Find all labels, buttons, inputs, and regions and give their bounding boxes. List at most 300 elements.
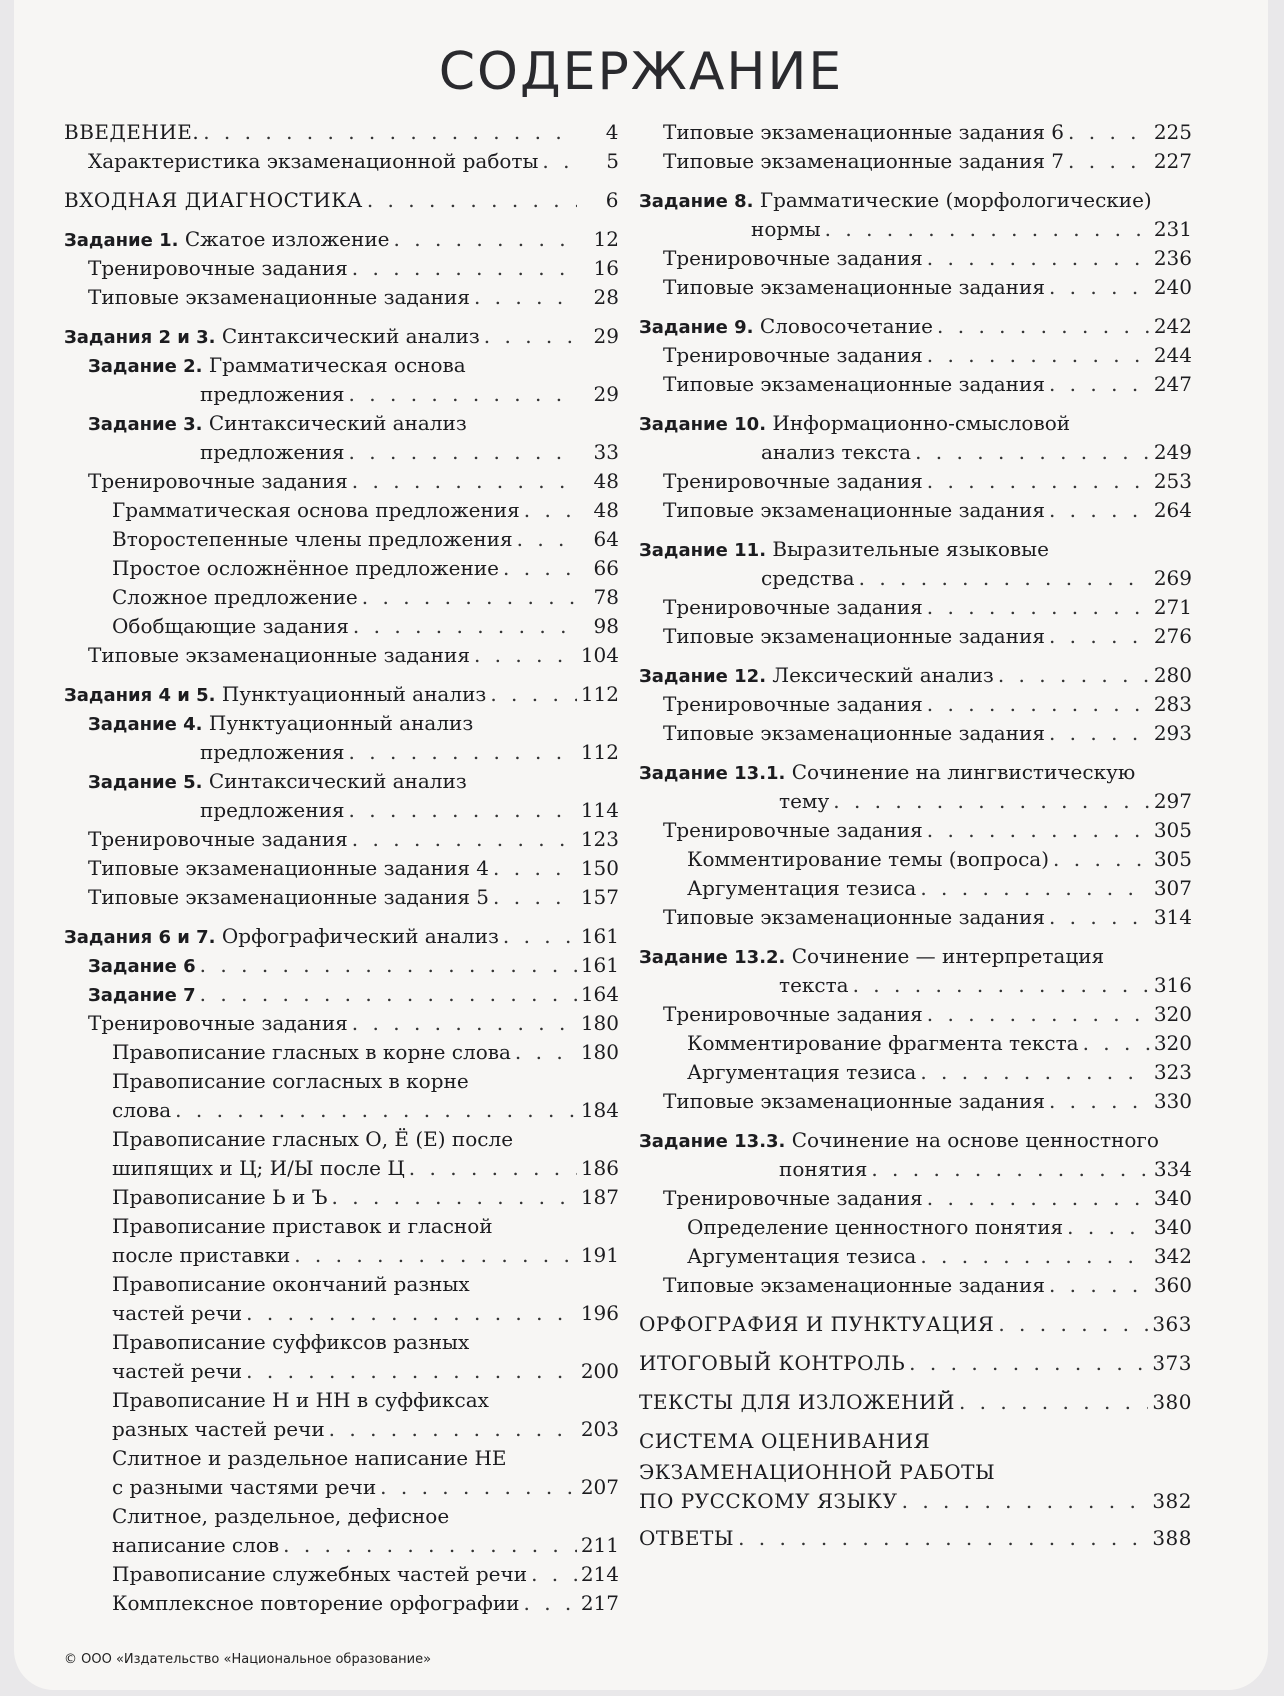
- toc-entry: [64, 1270, 619, 1328]
- toc-entry-title: [687, 1031, 1079, 1055]
- toc-entry: [639, 1242, 1192, 1271]
- toc-entry-title: [112, 1270, 619, 1301]
- task-label: Задание 7: [88, 985, 196, 1006]
- toc-entry-title-cont: средства: [761, 566, 855, 590]
- toc-entry-text: Тренировочные задания: [88, 469, 348, 493]
- leader-dots: [329, 1417, 577, 1441]
- task-label: Задание 12.: [639, 666, 767, 687]
- leader-dots: [927, 246, 1150, 270]
- toc-entry-title: [663, 343, 923, 367]
- page-number: 360: [1153, 1273, 1192, 1297]
- page-number: 363: [1152, 1312, 1192, 1336]
- toc-entry: [64, 254, 619, 283]
- page-number: 334: [1153, 1157, 1192, 1181]
- toc-entry-text: Пунктуационный анализ: [215, 682, 487, 706]
- toc-entry-title-cont: предложения: [200, 740, 345, 764]
- toc-entry-text: Типовые экзаменационные задания 7: [663, 149, 1065, 173]
- page-number: 249: [1153, 440, 1192, 464]
- page-number: 293: [1153, 721, 1192, 745]
- toc-entry-text: Тренировочные задания: [663, 469, 923, 493]
- toc-entry-title-cont: после приставки: [112, 1243, 291, 1267]
- toc-entry-text: Правописание Ь и Ъ: [112, 1185, 328, 1209]
- toc-entry-text: Пунктуационный анализ: [202, 711, 474, 735]
- toc-entry: [64, 1560, 619, 1589]
- page-number: 297: [1153, 789, 1192, 813]
- page-number: 48: [593, 469, 619, 493]
- page-number: 4: [605, 120, 619, 144]
- page-number: 98: [593, 614, 619, 638]
- leader-dots: [1049, 721, 1150, 745]
- page-number: 211: [580, 1533, 619, 1557]
- toc-entry: [64, 612, 619, 641]
- toc-entry-title: [88, 256, 348, 280]
- page-number: 320: [1153, 1031, 1192, 1055]
- toc-entry-text: ВВЕДЕНИЕ.: [64, 120, 200, 144]
- page-number: 314: [1153, 905, 1192, 929]
- page-number: 207: [580, 1475, 619, 1499]
- toc-entry: [64, 147, 619, 176]
- toc-entry-text: Тренировочные задания: [663, 1002, 923, 1026]
- toc-entry-text: Тренировочные задания: [88, 827, 348, 851]
- page-number: 320: [1153, 1002, 1192, 1026]
- toc-entry: [639, 690, 1192, 719]
- page-number: 253: [1153, 469, 1192, 493]
- leader-dots: [352, 256, 577, 280]
- toc-entry-text: Типовые экзаменационные задания 6: [663, 120, 1065, 144]
- toc-entry-title: [88, 767, 619, 798]
- leader-dots: [503, 924, 577, 948]
- toc-entry: [639, 874, 1192, 903]
- page-number: 12: [593, 227, 619, 251]
- leader-dots: [1067, 1215, 1150, 1239]
- toc-entry-text: Комментирование темы (вопроса): [687, 847, 1050, 871]
- toc-entry-text: Лексический анализ: [766, 663, 994, 687]
- toc-entry: [639, 661, 1192, 690]
- toc-entry-text: Сочинение — интерпретация: [785, 944, 1105, 968]
- toc-entry: [639, 1184, 1192, 1213]
- leader-dots: [294, 1243, 577, 1267]
- leader-dots: [380, 1475, 577, 1499]
- page-number: 112: [580, 740, 619, 764]
- page-number: 247: [1153, 372, 1192, 396]
- toc-entry-text: Орфографический анализ: [215, 924, 499, 948]
- toc-entry-text: ВХОДНАЯ ДИАГНОСТИКА: [64, 188, 363, 212]
- task-label: Задание 4.: [88, 714, 203, 735]
- toc-entry: [639, 467, 1192, 496]
- toc-entry-title-cont: слова: [112, 1098, 172, 1122]
- toc-entry-text: Грамматическая основа: [202, 353, 466, 377]
- toc-entry-text: Правописание Н и НН в суффиксах: [112, 1388, 489, 1412]
- page-number: 271: [1153, 595, 1192, 619]
- toc-entry: [64, 922, 619, 951]
- toc-entry-title: [112, 556, 499, 580]
- toc-entry-title: [88, 709, 619, 740]
- leader-dots: [1049, 624, 1150, 648]
- toc-entry-title: [663, 692, 923, 716]
- page-number: 48: [593, 498, 619, 522]
- toc-entry: [639, 535, 1192, 593]
- page-number: 307: [1153, 876, 1192, 900]
- toc-entry: [64, 951, 619, 980]
- toc-entry-title: [639, 186, 1192, 217]
- toc-entry-text: Типовые экзаменационные задания 4: [88, 856, 490, 880]
- page-number: 66: [593, 556, 619, 580]
- task-label: Задание 11.: [639, 540, 767, 561]
- toc-entry: [64, 1038, 619, 1067]
- toc-entry-text: Типовые экзаменационные задания 5: [88, 885, 490, 909]
- page-number: 29: [593, 382, 619, 406]
- leader-dots: [998, 663, 1150, 687]
- leader-dots: [853, 973, 1150, 997]
- toc-entry-title: [88, 1011, 348, 1035]
- toc-entry: [639, 1388, 1192, 1417]
- toc-entry: [64, 1589, 619, 1618]
- toc-left-column: [64, 118, 619, 1618]
- toc-entry: [639, 496, 1192, 525]
- toc-entry-title: [88, 885, 489, 909]
- leader-dots: [959, 1390, 1148, 1414]
- toc-entry-title: [663, 1186, 923, 1210]
- toc-entry: [64, 1009, 619, 1038]
- toc-entry: [64, 1444, 619, 1502]
- toc-entry: [639, 341, 1192, 370]
- task-label: Задание 13.3.: [639, 1131, 786, 1152]
- toc-entry-title: [687, 847, 1049, 871]
- toc-entry-title: [64, 120, 199, 144]
- toc-entry-title: [64, 924, 499, 948]
- page-number: 200: [580, 1359, 619, 1383]
- page-number: 78: [593, 585, 619, 609]
- leader-dots: [352, 1011, 577, 1035]
- leader-dots: [349, 798, 577, 822]
- toc-entry-title: [663, 595, 923, 619]
- toc-entry-title: [663, 818, 923, 842]
- toc-entry-text: Типовые экзаменационные задания: [663, 624, 1045, 648]
- toc-entry: [639, 1271, 1192, 1300]
- toc-entry-title-cont: ПО РУССКОМУ ЯЗЫКУ: [639, 1489, 898, 1513]
- toc-entry-text: Простое осложнённое предложение: [112, 556, 499, 580]
- toc-entry-title-cont: частей речи: [112, 1301, 243, 1325]
- leader-dots: [859, 566, 1150, 590]
- leader-dots: [738, 1526, 1148, 1550]
- toc-entry: [639, 118, 1192, 147]
- leader-dots: [349, 740, 577, 764]
- page-number: 123: [580, 827, 619, 851]
- leader-dots: [493, 856, 577, 880]
- toc-entry-title-cont: написание слов: [112, 1533, 280, 1557]
- toc-entry: [639, 273, 1192, 302]
- page-number: 112: [580, 682, 619, 706]
- page-number: 380: [1152, 1390, 1192, 1414]
- toc-entry-title-cont: текста: [779, 973, 849, 997]
- task-label: Задание 13.1.: [639, 763, 786, 784]
- toc-entry-text: Грамматическая основа предложения: [112, 498, 520, 522]
- toc-entry: [64, 1386, 619, 1444]
- toc-entry: [64, 854, 619, 883]
- toc-entry-title-cont: шипящих и Ц; И/Ы после Ц: [112, 1156, 405, 1180]
- toc-entry-text: Тренировочные задания: [663, 818, 923, 842]
- leader-dots: [503, 556, 577, 580]
- task-label: Задание 3.: [88, 414, 203, 435]
- leader-dots: [349, 382, 577, 406]
- toc-entry-title: [639, 663, 994, 687]
- toc-entry-text: ТЕКСТЫ ДЛЯ ИЗЛОЖЕНИЙ: [639, 1390, 955, 1414]
- page-number: 283: [1153, 692, 1192, 716]
- page-number: 373: [1152, 1351, 1192, 1375]
- toc-entry-text: Тренировочные задания: [663, 595, 923, 619]
- toc-entry-title: [663, 275, 1045, 299]
- toc-entry-title: [112, 1591, 520, 1615]
- toc-entry-text: ОРФОГРАФИЯ И ПУНКТУАЦИЯ: [639, 1312, 995, 1336]
- task-label: Задание 2.: [88, 356, 203, 377]
- toc-entry: [64, 825, 619, 854]
- page-number: 180: [580, 1040, 619, 1064]
- toc-entry-title: [112, 1502, 619, 1533]
- leader-dots: [524, 498, 577, 522]
- toc-entry: [64, 118, 619, 147]
- leader-dots: [998, 1312, 1148, 1336]
- page-number: 5: [606, 149, 619, 173]
- page-number: 28: [593, 285, 619, 309]
- page-number: 227: [1153, 149, 1192, 173]
- toc-entry-title: [88, 953, 196, 977]
- page-number: 225: [1153, 120, 1192, 144]
- page-number: 16: [593, 256, 619, 280]
- leader-dots: [915, 440, 1150, 464]
- toc-entry: [639, 758, 1192, 816]
- toc-entry-title: [663, 624, 1045, 648]
- task-label: Задание 8.: [639, 191, 754, 212]
- toc-entry-title: [663, 1002, 923, 1026]
- toc-entry-text: Типовые экзаменационные задания: [663, 721, 1045, 745]
- toc-entry-title: ЭКЗАМЕНАЦИОННОЙ РАБОТЫ: [639, 1460, 996, 1484]
- leader-dots: [1049, 498, 1150, 522]
- toc-entry-title: [663, 120, 1064, 144]
- toc-entry-text: Правописание окончаний разных: [112, 1272, 470, 1296]
- toc-entry: [64, 322, 619, 351]
- toc-entry: [64, 883, 619, 912]
- toc-entry-text: Сжатое изложение: [178, 227, 390, 251]
- toc-entry-title-cont: предложения: [200, 440, 345, 464]
- page-number: 244: [1153, 343, 1192, 367]
- toc-entry-title: [112, 1386, 619, 1417]
- leader-dots: [246, 1359, 577, 1383]
- toc-entry-text: Правописание гласных О, Ё (Е) после: [112, 1127, 514, 1151]
- leader-dots: [531, 1562, 577, 1586]
- leader-dots: [362, 585, 577, 609]
- page-number: 150: [580, 856, 619, 880]
- leader-dots: [493, 885, 577, 909]
- toc-entry-title: [88, 469, 348, 493]
- toc-entry-text: Обобщающие задания: [112, 614, 349, 638]
- page-number: 269: [1153, 566, 1192, 590]
- page-number: 240: [1153, 275, 1192, 299]
- page-number: 264: [1153, 498, 1192, 522]
- toc-entry: [639, 244, 1192, 273]
- toc-entry-text: Типовые экзаменационные задания: [663, 498, 1045, 522]
- page-number: 214: [580, 1562, 619, 1586]
- page-number: 186: [580, 1156, 619, 1180]
- toc-entry-text: Сочинение на основе ценностного: [785, 1128, 1159, 1152]
- leader-dots: [920, 876, 1149, 900]
- page-number: 114: [580, 798, 619, 822]
- page-number: 305: [1153, 818, 1192, 842]
- toc-entry: [639, 942, 1192, 1000]
- leader-dots: [1049, 1273, 1150, 1297]
- toc-entry-title: [112, 1328, 619, 1359]
- toc-entry-title: [687, 1244, 916, 1268]
- leader-dots: [524, 1591, 577, 1615]
- toc-entry-title-cont: с разными частями речи: [112, 1475, 377, 1499]
- toc-entry-text: Синтаксический анализ: [215, 324, 480, 348]
- toc-entry-title: [112, 1185, 328, 1209]
- task-label: Задания 6 и 7.: [64, 927, 216, 948]
- toc-entry: [639, 622, 1192, 651]
- toc-entry-text: Выразительные языковые: [766, 537, 1049, 561]
- toc-entry-title: [112, 1562, 527, 1586]
- page-number: 231: [1153, 217, 1192, 241]
- leader-dots: [283, 1533, 577, 1557]
- leader-dots: [542, 149, 577, 173]
- toc-entry-text: Типовые экзаменационные задания: [663, 372, 1045, 396]
- toc-entry: [639, 1213, 1192, 1242]
- leader-dots: [353, 614, 577, 638]
- toc-entry-title: [88, 856, 489, 880]
- page-number: 157: [580, 885, 619, 909]
- page-number: 330: [1153, 1089, 1192, 1113]
- toc-entry-text: Правописание приставок и гласной: [112, 1214, 493, 1238]
- page-number: 342: [1153, 1244, 1192, 1268]
- page-number: 184: [580, 1098, 619, 1122]
- toc-entry-title: [88, 285, 470, 309]
- toc-entry-title: СИСТЕМА ОЦЕНИВАНИЯ: [639, 1429, 931, 1453]
- toc-entry: [639, 845, 1192, 874]
- toc-entry-title-cont: предложения: [200, 798, 345, 822]
- leader-dots: [825, 217, 1150, 241]
- page-number: 236: [1153, 246, 1192, 270]
- toc-entry: [639, 719, 1192, 748]
- task-label: Задание 10.: [639, 414, 767, 435]
- toc-entry-text: Слитное и раздельное написание НЕ: [112, 1446, 507, 1470]
- leader-dots: [871, 1157, 1149, 1181]
- leader-dots: [367, 188, 577, 212]
- toc-entry-title: [663, 1089, 1045, 1113]
- page-number: 203: [580, 1417, 619, 1441]
- task-label: Задание 9.: [639, 317, 754, 338]
- toc-entry-text: Комплексное повторение орфографии: [112, 1591, 520, 1615]
- toc-entry-title-cont: частей речи: [112, 1359, 243, 1383]
- toc-entry-text: Правописание суффиксов разных: [112, 1330, 470, 1354]
- toc-entry-title: [639, 1312, 994, 1336]
- leader-dots: [349, 440, 577, 464]
- toc-entry: [64, 641, 619, 670]
- toc-entry-text: Определение ценностного понятия: [687, 1215, 1064, 1239]
- toc-entry-title: [112, 1444, 619, 1475]
- leader-dots: [902, 1489, 1149, 1513]
- page-number: 316: [1153, 973, 1192, 997]
- leader-dots: [409, 1156, 577, 1180]
- page-number: 164: [580, 982, 619, 1006]
- toc-entry-title: [639, 1390, 955, 1414]
- toc-entry: [64, 554, 619, 583]
- toc-entry-title: [663, 149, 1064, 173]
- toc-entry-title: [88, 351, 619, 382]
- toc-entry: [64, 709, 619, 767]
- toc-entry: [64, 409, 619, 467]
- toc-entry-title: [663, 905, 1045, 929]
- toc-entry-title: [687, 1215, 1063, 1239]
- leader-dots: [920, 1060, 1149, 1084]
- toc-entry-title: [112, 614, 349, 638]
- page-number: 161: [580, 953, 619, 977]
- page-number: 6: [605, 188, 619, 212]
- toc-entry-title: [88, 643, 470, 667]
- toc-entry-title: [687, 1060, 916, 1084]
- toc-entry-title: [112, 498, 520, 522]
- toc-entry-title-cont: предложения: [200, 382, 345, 406]
- leader-dots: [937, 314, 1150, 338]
- toc-entry-text: Типовые экзаменационные задания: [663, 275, 1045, 299]
- leader-dots: [200, 982, 577, 1006]
- toc-entry: [64, 980, 619, 1009]
- leader-dots: [517, 527, 577, 551]
- book-page: [14, 0, 1268, 1690]
- toc-entry-text: ИТОГОВЫЙ КОНТРОЛЬ: [639, 1351, 906, 1375]
- toc-entry-text: Типовые экзаменационные задания: [88, 285, 470, 309]
- toc-entry: [64, 351, 619, 409]
- toc-entry-title: [639, 1126, 1192, 1157]
- toc-entry-title-cont: понятия: [779, 1157, 868, 1181]
- toc-entry: [64, 283, 619, 312]
- toc-entry-text: Правописание гласных в корне слова: [112, 1040, 511, 1064]
- toc-entry-text: Слитное, раздельное, дефисное: [112, 1504, 450, 1528]
- toc-entry-title: [112, 1212, 619, 1243]
- toc-entry: [64, 1067, 619, 1125]
- leader-dots: [1083, 1031, 1150, 1055]
- leader-dots: [1049, 372, 1150, 396]
- toc-entry: [64, 767, 619, 825]
- toc-entry-text: Сочинение на лингвистическую: [785, 760, 1136, 784]
- toc-entry-title: [112, 1040, 511, 1064]
- toc-entry: [639, 370, 1192, 399]
- toc-entry: [639, 1000, 1192, 1029]
- toc-entry: [639, 1310, 1192, 1339]
- page-number: 161: [580, 924, 619, 948]
- page-number: 64: [593, 527, 619, 551]
- leader-dots: [246, 1301, 577, 1325]
- toc-right-column: [639, 118, 1192, 1553]
- toc-entry-title: [663, 498, 1045, 522]
- toc-entry-title: [64, 227, 390, 251]
- toc-entry-title: [88, 409, 619, 440]
- page-number: 242: [1153, 314, 1192, 338]
- leader-dots: [175, 1098, 577, 1122]
- toc-entry-title-cont: тему: [779, 789, 830, 813]
- toc-entry-title-cont: анализ текста: [761, 440, 912, 464]
- task-label: Задание 13.2.: [639, 947, 786, 968]
- toc-entry-title: [639, 535, 1192, 566]
- toc-entry: [64, 1502, 619, 1560]
- toc-entry-text: Синтаксический анализ: [202, 769, 467, 793]
- leader-dots: [394, 227, 577, 251]
- toc-entry-text: Тренировочные задания: [663, 1186, 923, 1210]
- leader-dots: [927, 1186, 1150, 1210]
- page-number: 29: [593, 324, 619, 348]
- page-number: 323: [1153, 1060, 1192, 1084]
- leader-dots: [833, 789, 1150, 813]
- leader-dots: [200, 953, 577, 977]
- page-title: СОДЕРЖАНИЕ: [438, 42, 844, 102]
